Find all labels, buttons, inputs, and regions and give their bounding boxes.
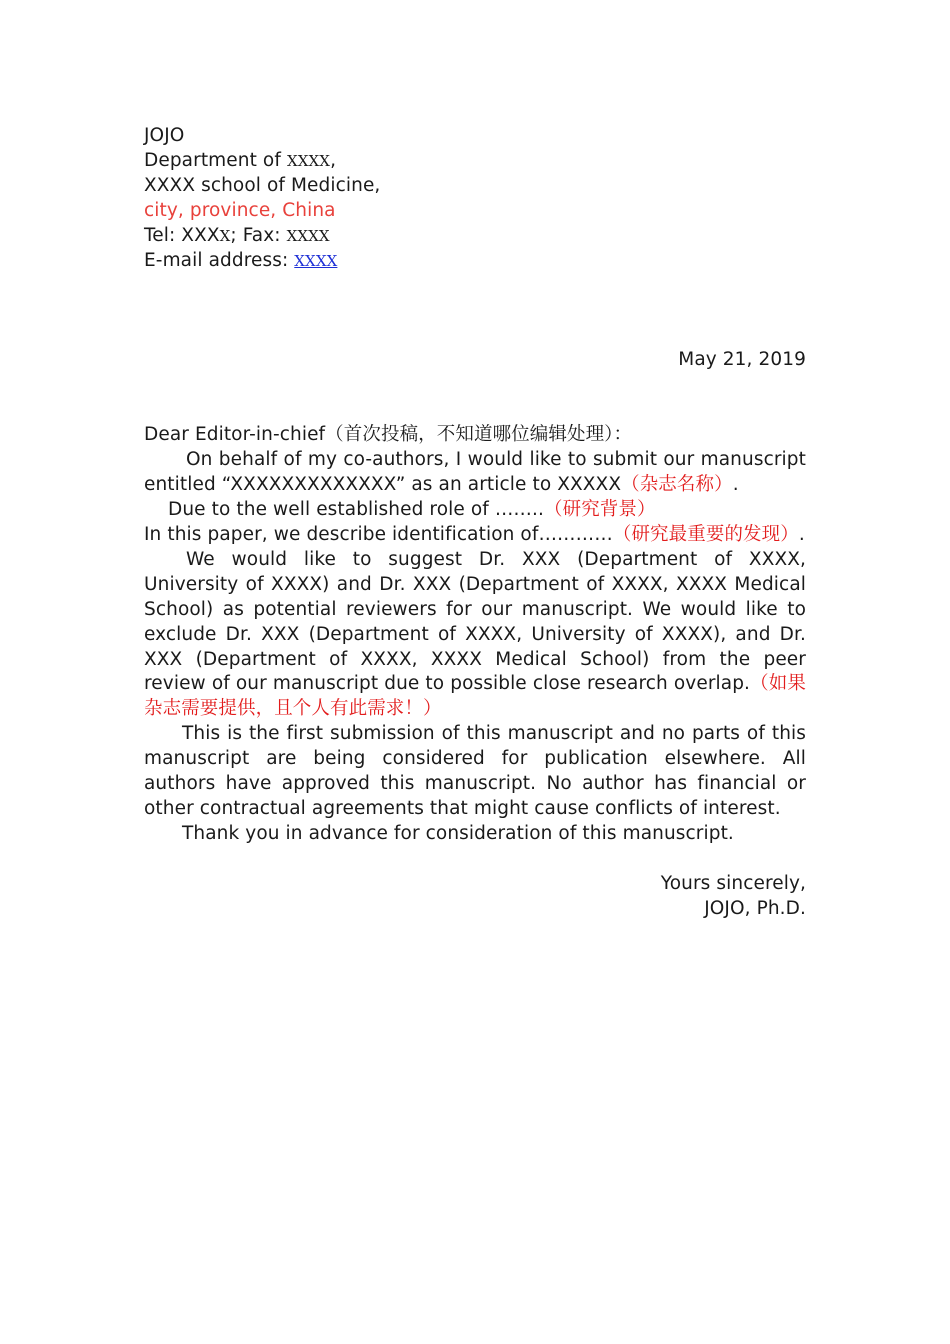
p1-end: . [732,474,739,496]
p2-text: Due to the well established role of …….. [168,499,544,521]
department-value: XXXX [286,151,331,170]
p4-text: We would like to suggest Dr. XXX (Department of XXXX, University of XXXX) and Dr. XXX (Department of XXXX, XXXX Medical School) as potential reviewers for our manuscript. We would like to exclude Dr. XXX (Department of XXXX, University of XXXX), and Dr. XXX (Department of XXXX, XXXX Medical School) from the peer review of our manuscript due to possible close research overlap. [144,548,806,695]
cover-letter [144,124,806,922]
email-label: E-mail address: [144,249,295,271]
paragraph-declaration: This is the first submission of this manuscript and no parts of this manuscript are being considered for publication elsewhere. All authors have approved this manuscript. No author has financial or other contractual agreements that might cause conflicts of interest. [144,723,806,819]
fax-value: XXXX [286,226,330,245]
salutation-line [144,423,806,448]
paragraph-submission [144,448,806,498]
email-link[interactable]: XXXX [294,251,338,270]
closing-block [144,872,806,922]
p4-note: （如果杂志需要提供，且个人有此需求！） [144,673,806,720]
department-prefix: Department of [144,149,287,171]
p3-end: . [798,523,805,545]
sender-phone-fax [144,224,806,249]
sender-school: XXXX school of Medicine, [144,174,381,196]
p1-text: On behalf of my co-authors, I would like to submit our manuscript entitled “XXXXXXXXXXXXX” as an article to XXXXX [144,449,806,496]
letter-date: May 21, 2019 [678,349,806,371]
paragraph-findings [144,523,806,548]
department-suffix: , [330,149,337,171]
p2-note: （研究背景） [544,499,656,521]
sender-email [144,249,806,274]
p3-text: In this paper, we describe identification of………… [144,523,613,545]
salutation-text: Dear Editor-in-chief [144,424,326,446]
p1-note: （杂志名称） [621,474,733,496]
paragraph-reviewers [144,548,806,722]
salutation-note: （首次投稿，不知道哪位编辑处理）： [325,424,633,446]
p3-note: （研究最重要的发现） [612,523,799,545]
salutation [144,423,806,448]
sender-department [144,149,806,174]
letter-body [144,448,806,847]
paragraph-background [144,498,806,523]
sender-location: city, province, China [144,199,336,221]
sender-block [144,124,806,273]
tel-label: Tel: [144,224,182,246]
signature: JOJO, Ph.D. [704,897,806,919]
paragraph-thanks: Thank you in advance for consideration of this manuscript. [182,822,734,844]
sender-name: JOJO [144,125,185,146]
date-block [144,348,806,373]
tel-value-b: X [219,226,231,245]
valediction: Yours sincerely, [660,872,806,894]
tel-value-a: XXX [181,224,220,246]
fax-label: ; Fax: [230,224,287,246]
